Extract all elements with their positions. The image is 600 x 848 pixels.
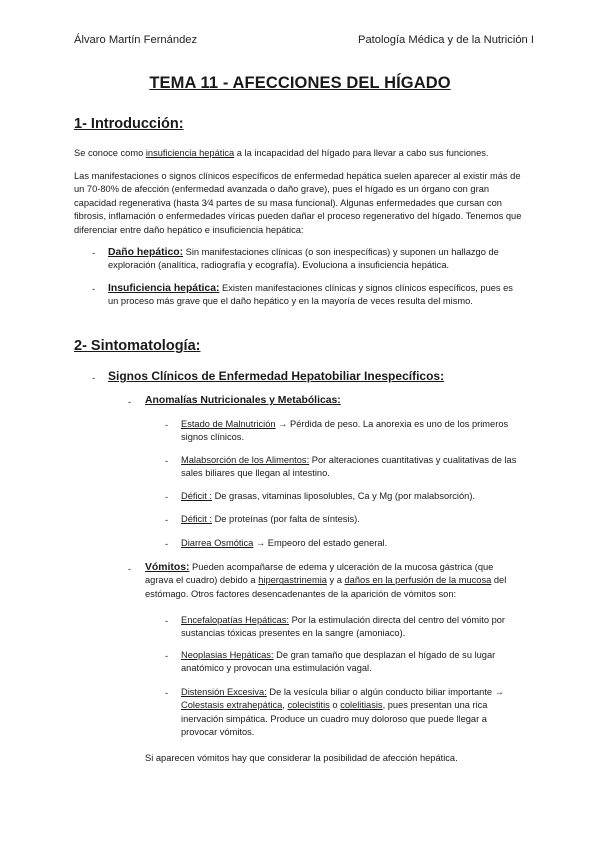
text-diarrea-osmotica: → Empeoro del estado general. [253, 538, 388, 548]
list-dash: - [92, 373, 96, 383]
list-dash: - [165, 515, 169, 525]
subheading-signos-clinicos: Signos Clínicos de Enfermedad Hepatobiliar Inespecíficos: [108, 369, 445, 383]
text-deficit-grasas: De grasas, vitaminas liposolubles, Ca y Mg (por malabsorción). [212, 491, 476, 501]
text-deficit-proteinas: De proteínas (por falta de síntesis). [212, 514, 360, 524]
term-colecistitis: colecistitis [287, 700, 330, 711]
list-item-diarrea-osmotica [181, 537, 518, 550]
intro-paragraph-2: Las manifestaciones o signos clínicos específicos de enfermedad hepática suelen aparecer al existir más de un 70-80% de afección (enfermedad avanzada o daño grave), pues el hígado es un órgano con gran capacidad regenerativa (hasta 3⁄4 partes de su masa funcional). Algunas enfermedades que cursan con fibrosis, inflamación o enfermedades víricas pueden dañar el proceso regenerativo del hígado. Tenemos que diferenciar entre daño hepático e insuficiencia hepática: [74, 171, 522, 235]
text-malabsorcion: Por alteraciones cuantitativas y cualitativas de las sales biliares que llegan al intestino. [181, 455, 517, 479]
term-hipergastrinemia: hipergastrinemia [258, 575, 327, 586]
list-dash: - [92, 284, 96, 294]
list-item-neoplasias [181, 649, 518, 676]
label-deficit-proteinas: Déficit : [181, 514, 212, 524]
distension-sep-2: o [329, 700, 341, 711]
distension-text-a: De la vesícula biliar o algún conducto biliar importante → [266, 687, 504, 697]
subheading-anomalias-nutricionales: Anomalías Nutricionales y Metabólicas: [145, 395, 341, 406]
label-malabsorcion: Malabsorción de los Alimentos: [181, 455, 310, 465]
closing-note: Si aparecen vómitos hay que considerar la posibilidad de afección hepática. [145, 753, 458, 763]
header-author: Álvaro Martín Fernández [74, 34, 198, 46]
term-danos-perfusion: daños en la perfusión de la mucosa [344, 575, 492, 586]
distension-text-b: , pues presentan una rica inervación simpática. Produce un cuadro muy doloroso que puede llegar a provocar vómitos. [181, 700, 488, 738]
text-malnutricion: → Pérdida de peso. La anorexia es uno de los primeros signos clínicos. [181, 419, 509, 443]
list-item-dano-hepatico [108, 246, 518, 273]
list-dash: - [165, 616, 169, 626]
list-dash: - [165, 456, 169, 466]
label-deficit-grasas: Déficit : [181, 491, 212, 501]
label-distension: Distensión Excesiva: [181, 687, 267, 697]
list-dash: - [92, 248, 96, 258]
list-dash: - [165, 539, 169, 549]
text-neoplasias: De gran tamaño que desplazan el hígado de su lugar anatómico y provocan una estimulación vagal. [181, 650, 496, 674]
intro-paragraph-1 [74, 147, 528, 160]
label-encefalopatias: Encefalopatías Hepáticas: [181, 615, 290, 625]
term-insuficiencia-hepatica: insuficiencia hepática [145, 148, 235, 158]
list-dash: - [165, 688, 169, 698]
label-vomitos: Vómitos: [145, 562, 190, 573]
list-item-insuficiencia-hepatica [108, 282, 518, 309]
list-dash: - [165, 420, 169, 430]
text-encefalopatias: Por la estimulación directa del centro del vómito por sustancias tóxicas presentes en la sangre (amoniaco). [181, 615, 506, 639]
list-item-distension [181, 686, 518, 740]
term-colestasis: Colestasis extrahepática [181, 700, 283, 711]
list-dash: - [165, 651, 169, 661]
header-subject: Patología Médica y de la Nutrición I [358, 34, 534, 46]
distension-sep-1: , [282, 700, 288, 711]
section-heading-introduccion: 1- Introducción: [74, 116, 184, 132]
document-title: TEMA 11 - AFECCIONES DEL HÍGADO [149, 74, 451, 92]
list-item-encefalopatias [181, 614, 518, 641]
intro-p1-post: a la incapacidad del hígado para llevar a cabo sus funciones. [234, 148, 489, 158]
list-item-deficit-grasas [181, 490, 518, 503]
vomitos-text-a: Pueden acompañarse de edema y ulceración de la mucosa gástrica (que agrava el cuadro) debido a [145, 562, 494, 586]
section-heading-sintomatologia: 2- Sintomatología: [74, 338, 201, 354]
label-diarrea-osmotica: Diarrea Osmótica [181, 538, 254, 548]
term-colelitiasis: colelitiasis [340, 700, 383, 711]
label-neoplasias: Neoplasias Hepáticas: [181, 650, 274, 660]
vomitos-paragraph [145, 561, 520, 601]
label-dano-hepatico: Daño hepático: [108, 247, 184, 258]
vomitos-text-b: y a [326, 575, 345, 586]
list-dash: - [128, 564, 132, 574]
vomitos-text-c: del estómago. Otros factores desencadenantes de la aparición de vómitos son: [145, 575, 507, 599]
label-insuficiencia-hepatica: Insuficiencia hepática: [108, 283, 220, 294]
list-dash: - [165, 492, 169, 502]
intro-p1-pre: Se conoce como [74, 148, 146, 158]
list-dash: - [128, 397, 132, 407]
label-malnutricion: Estado de Malnutrición [181, 419, 276, 429]
text-insuficiencia-hepatica: Existen manifestaciones clínicas y signos clínicos específicos, pues es un proceso más grave que el daño hepático y en la mayoría de veces resulta del mismo. [108, 283, 513, 307]
list-item-deficit-proteinas [181, 513, 518, 526]
list-item-malabsorcion [181, 454, 518, 481]
list-item-malnutricion [181, 418, 518, 445]
text-dano-hepatico: Sin manifestaciones clínicas (o son inespecíficas) y suponen un hallazgo de exploración (analítica, radiografía y ecografía). Evoluciona a insuficiencia hepática. [108, 247, 499, 271]
